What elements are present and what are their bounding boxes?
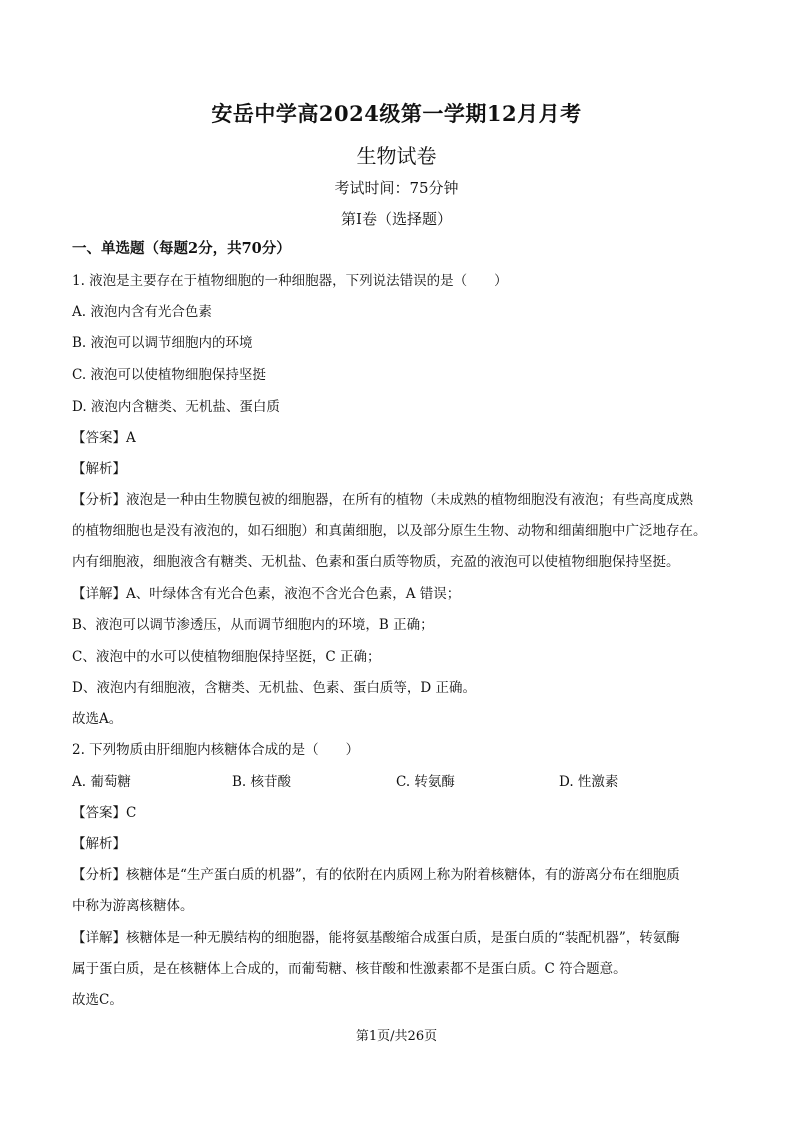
question-1-conclusion: 故选A。	[72, 711, 123, 727]
question-2-answer: 【答案】C	[72, 805, 137, 821]
question-2-option-b: B. 核苷酸	[232, 774, 292, 790]
question-1-detail-line: 【详解】A、叶绿体含有光合色素，液泡不含光合色素，A 错误；	[72, 586, 461, 602]
question-1-analysis-line: 【分析】液泡是一种由生物膜包被的细胞器，在所有的植物（未成熟的植物细胞没有液泡；有些高度成熟	[72, 492, 693, 508]
question-1-detail-line: B、液泡可以调节渗透压，从而调节细胞内的环境，B 正确；	[72, 617, 434, 633]
question-2-detail-line: 【详解】核糖体是一种无膜结构的细胞器，能将氨基酸缩合成蛋白质，是蛋白质的“装配机器”，转氨酶	[72, 930, 680, 946]
question-1-option-d: D. 液泡内含糖类、无机盐、蛋白质	[72, 399, 280, 415]
question-2-analysis-line: 中称为游离核糖体。	[72, 898, 194, 914]
question-2-stem: 2. 下列物质由肝细胞内核糖体合成的是（ ）	[72, 742, 360, 758]
question-1-answer: 【答案】A	[72, 430, 136, 446]
question-2-detail-line: 属于蛋白质，是在核糖体上合成的，而葡萄糖、核苷酸和性激素都不是蛋白质。C 符合题意。	[72, 961, 627, 977]
exam-title: 安岳中学高2024级第一学期12月月考	[211, 101, 582, 126]
question-1-stem: 1. 液泡是主要存在于植物细胞的一种细胞器，下列说法错误的是（ ）	[72, 273, 508, 289]
question-2-option-d: D. 性激素	[559, 774, 619, 790]
question-1-option-c: C. 液泡可以使植物细胞保持坚挺	[72, 367, 266, 383]
exam-time: 考试时间：75分钟	[334, 179, 459, 197]
page-number: 第1页/共26页	[355, 1029, 438, 1044]
question-1-analysis-label: 【解析】	[72, 461, 126, 477]
question-1-option-a: A. 液泡内含有光合色素	[72, 304, 212, 320]
question-1-analysis-line: 的植物细胞也是没有液泡的，如石细胞）和真菌细胞，以及部分原生生物、动物和细菌细胞中广泛地存在。	[72, 523, 707, 539]
part-heading: 一、单选题（每题2分，共70分）	[72, 240, 291, 257]
exam-subtitle: 生物试卷	[356, 144, 437, 168]
section-label: 第I卷（选择题）	[341, 210, 452, 228]
question-2-option-c: C. 转氨酶	[396, 774, 455, 790]
question-2-option-a: A. 葡萄糖	[72, 774, 131, 790]
question-1-analysis-line: 内有细胞液，细胞液含有糖类、无机盐、色素和蛋白质等物质，充盈的液泡可以使植物细胞保持坚挺。	[72, 554, 680, 570]
question-1-detail-line: D、液泡内有细胞液，含糖类、无机盐、色素、蛋白质等，D 正确。	[72, 680, 476, 696]
question-1-option-b: B. 液泡可以调节细胞内的环境	[72, 335, 253, 351]
question-1-detail-line: C、液泡中的水可以使植物细胞保持坚挺，C 正确；	[72, 649, 381, 665]
question-2-analysis-label: 【解析】	[72, 836, 126, 852]
question-2-analysis-line: 【分析】核糖体是“生产蛋白质的机器”，有的依附在内质网上称为附着核糖体，有的游离分布在细胞质	[72, 867, 680, 883]
question-2-conclusion: 故选C。	[72, 992, 123, 1008]
